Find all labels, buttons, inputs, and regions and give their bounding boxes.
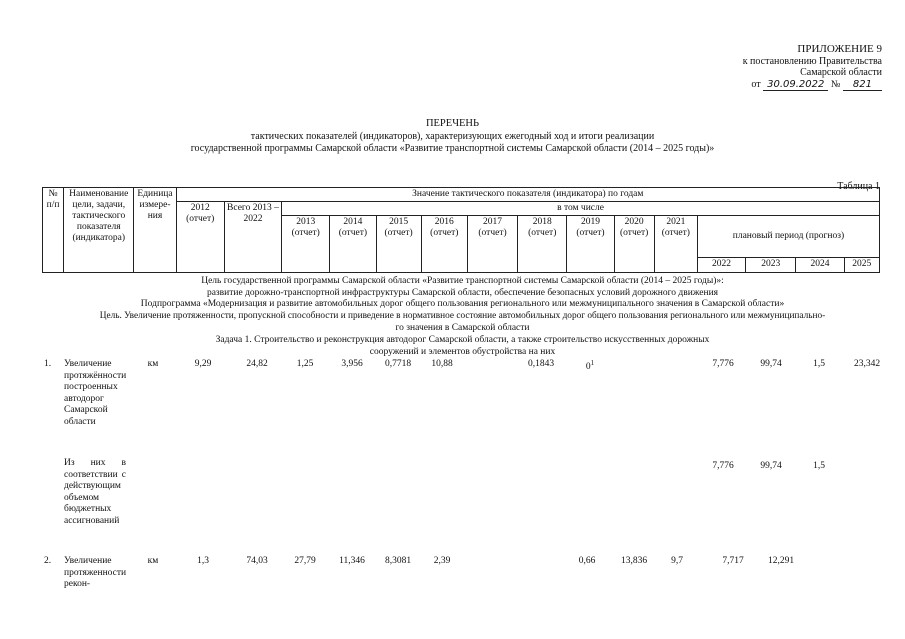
cell-2024: 1,5 [813, 359, 825, 369]
cell-2012: 1,3 [197, 556, 209, 566]
date-value: 30.09.2022 [763, 79, 828, 91]
header-plan-2025: 2025 [844, 258, 879, 273]
document-subtitle-2: государственной программы Самарской области «Развитие транспортной системы Самарской области (2014 – 2025 годы)» [190, 143, 715, 154]
cell-2013: 27,79 [294, 556, 316, 566]
cell-2022: 7,776 [712, 359, 734, 369]
goal-line-2: развитие дорожно-транспортной инфраструктуры Самарской области, обеспечение безопасных условий дорожного движения [206, 288, 719, 298]
header-year-2017: 2017 (отчет) [467, 216, 517, 273]
subprogram-title: Подпрограмма «Модернизация и развитие автомобильных дорог общего пользования регионального или межмуниципального значения в Самарской области» [140, 299, 785, 309]
header-plan-2022: 2022 [697, 258, 745, 273]
header-plan: плановый период (прогноз) [697, 216, 879, 258]
indicator-table-header [42, 187, 880, 273]
cell-2019 [575, 359, 605, 372]
cell-2014: 11,346 [339, 556, 365, 566]
header-values-title: Значение тактического показателя (индикатора) по годам [176, 188, 879, 202]
cell-total: 24,82 [246, 359, 268, 369]
row-name: Увеличение протяжённости построенных автодорог Самарской области [64, 359, 127, 427]
task-line-1: Задача 1. Строительство и реконструкция автодорог Самарской области, а также строительство искусственных дорожных [215, 335, 710, 345]
cell-2019: 0,66 [578, 556, 596, 566]
header-year-2018: 2018 (отчет) [518, 216, 567, 273]
header-year-2016: 2016 (отчет) [421, 216, 467, 273]
goal-line-1: Цель государственной программы Самарской области «Развитие транспортной системы Самарской области (2014 – 2025 годы)»: [201, 276, 724, 286]
document-subtitle-1: тактических показателей (индикаторов), характеризующих ежегодный ход и итоги реализации [250, 131, 655, 142]
appendix-line2: Самарской области [800, 67, 882, 78]
table-number: Таблица 1 [837, 181, 880, 192]
header-year-2019: 2019 (отчет) [567, 216, 614, 273]
cell-2021: 9,7 [671, 556, 683, 566]
row-number: 1. [44, 359, 52, 369]
cell-2015: 8,3081 [384, 556, 412, 566]
cell-2023: 99,74 [760, 461, 782, 471]
appendix-block [700, 44, 882, 90]
cell-2015: 0,7718 [384, 359, 412, 369]
task-line-2: сооружений и элементов обустройства на них [369, 347, 556, 357]
num-value: 821 [843, 79, 882, 91]
cell-2016: 10,88 [431, 359, 453, 369]
num-prefix: № [830, 78, 841, 90]
header-name: Наименование цели, задачи, тактического показателя (индикатора) [64, 188, 134, 273]
cell-total: 74,03 [246, 556, 268, 566]
header-2012: 2012 (отчет) [176, 202, 224, 273]
cell-2014: 3,956 [341, 359, 363, 369]
header-year-2020: 2020 (отчет) [614, 216, 654, 273]
appendix-title: ПРИЛОЖЕНИЕ 9 [797, 43, 882, 55]
header-unit: Единица измере-ния [134, 188, 176, 273]
cell-2022: 7,717 [722, 556, 744, 566]
header-plan-2023: 2023 [746, 258, 796, 273]
cell-2024: 1,5 [813, 461, 825, 471]
date-prefix: от [751, 78, 761, 90]
header-num: № п/п [43, 188, 64, 273]
row-number: 2. [44, 556, 52, 566]
cell-2020: 13,836 [620, 556, 648, 566]
row-name-sub: Из них в соответствии с действующим объемом бюджетных ассигнований [64, 458, 126, 526]
appendix-line1: к постановлению Правительства [742, 55, 882, 67]
row-name: Увеличение протяженности рекон- [64, 556, 127, 590]
target-line-1: Цель. Увеличение протяженности, пропускной способности и приведение в нормативное состояние автомобильных дорог общего пользования регионального или межмуниципально- [99, 311, 826, 321]
row-unit: км [147, 359, 159, 369]
cell-2012: 9,29 [194, 359, 212, 369]
target-line-2: го значения в Самарской области [395, 323, 530, 333]
cell-2022: 7,776 [712, 461, 734, 471]
header-year-2021: 2021 (отчет) [654, 216, 697, 273]
header-total: Всего 2013 – 2022 [224, 202, 281, 273]
appendix-date-line [700, 79, 882, 91]
cell-2023: 99,74 [760, 359, 782, 369]
footnote-mark: 1 [590, 359, 595, 367]
header-including: в том числе [282, 202, 880, 216]
cell-2013: 1,25 [296, 359, 314, 369]
row-unit: км [147, 556, 159, 566]
cell-2023: 12,291 [767, 556, 795, 566]
header-year-2013: 2013 (отчет) [282, 216, 330, 273]
cell-2025: 23,342 [853, 359, 881, 369]
document-title: ПЕРЕЧЕНЬ [425, 118, 480, 129]
cell-2019-value: 0 [585, 362, 591, 373]
header-plan-2024: 2024 [796, 258, 844, 273]
cell-2016: 2,39 [433, 556, 451, 566]
header-year-2014: 2014 (отчет) [330, 216, 376, 273]
header-year-2015: 2015 (отчет) [376, 216, 421, 273]
cell-2018: 0,1843 [527, 359, 555, 369]
